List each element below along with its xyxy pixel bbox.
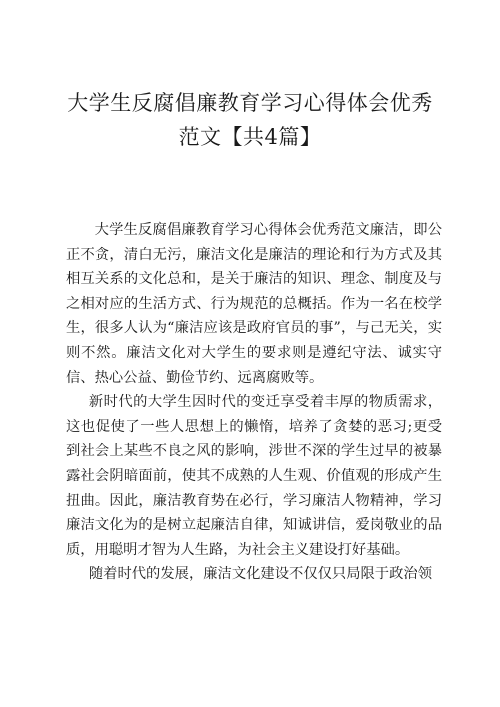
document-title <box>60 86 440 154</box>
paragraph-1: 大学生反腐倡廉教育学习心得体会优秀范文廉洁，即公正不贪，清白无污，廉洁文化是廉洁的理论和行为方式及其相互关系的文化总和，是关于廉洁的知识、理念、制度及与之相对应的生活方式、行为规范的总概括。作为一名在校学生，很多人认为“廉洁应该是政府官员的事”，与己无关，实则不然。廉洁文化对大学生的要求则是遵纪守法、诚实守信、热心公益、勤俭节约、远离腐败等。 <box>66 222 442 386</box>
paragraph-2: 新时代的大学生因时代的变迁享受着丰厚的物质需求，这也促使了一些人思想上的懒惰，培养了贪婪的恶习;更受到社会上某些不良之风的影响，涉世不深的学生过早的被暴露社会阴暗面前，使其不成熟的人生观、价值观的形成产生扭曲。因此，廉洁教育势在必行，学习廉洁人物精神，学习廉洁文化为的是树立起廉洁自律，知诚讲信，爱岗敬业的品质，用聪明才智为人生路，为社会主义建设打好基础。 <box>66 394 442 558</box>
title-line-1: 大学生反腐倡廉教育学习心得体会优秀 <box>67 91 433 115</box>
title-line-2: 范文【共4篇】 <box>178 125 322 149</box>
paragraph-3: 随着时代的发展，廉洁文化建设不仅仅只局限于政治领 <box>88 566 432 583</box>
document-body <box>66 218 442 587</box>
